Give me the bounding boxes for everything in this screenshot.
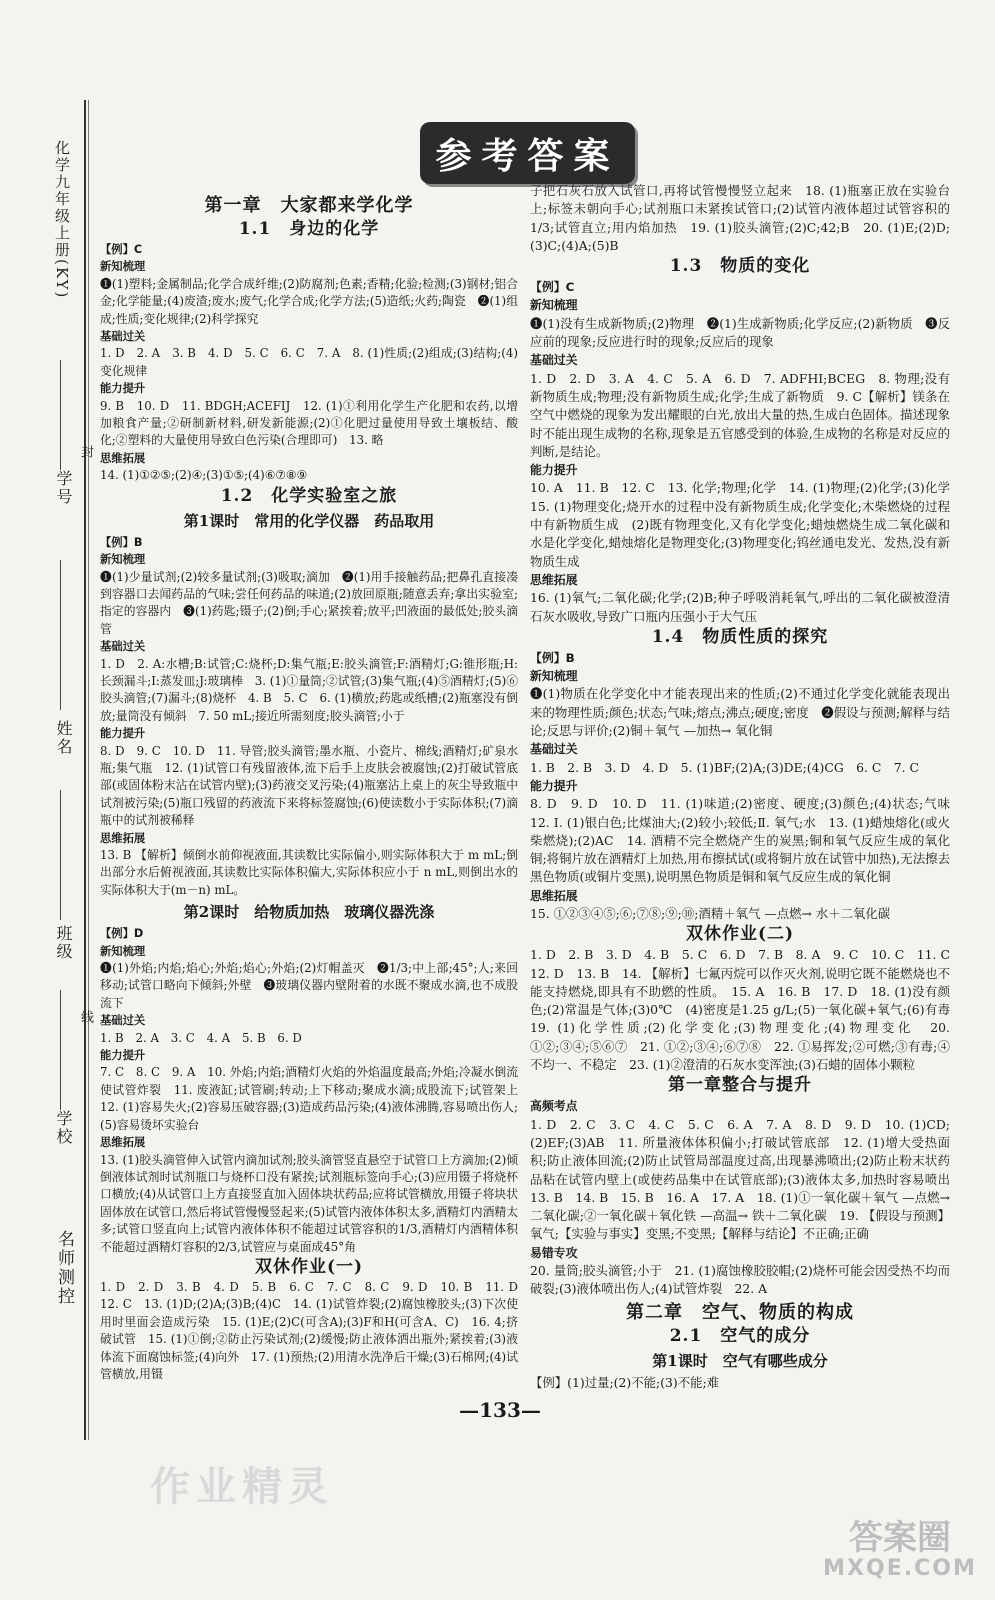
answer-paragraph: 1. D 2. D 3. A 4. C 5. A 6. D 7. ADFHI;BCEG 8. 物理;没有新物质生成;物理;没有新物质生成;化学;生成了新物质 9. C【解析】镁条在空气中燃烧的现象为发出耀眼的白光,放出大量的热,生成白色固体。描述现象时不能出现生成物的名称,现象是五官感受到的体验,生成物的名称是对反应的判断,是结论。 xyxy=(530,370,950,459)
name-label: 姓名 xyxy=(54,720,73,756)
section-label: 能力提升 xyxy=(530,778,578,793)
section-title: 双休作业(一) xyxy=(254,1256,364,1277)
section-label: 基础过关 xyxy=(530,742,578,757)
section-label: 【例】B xyxy=(530,650,575,665)
answer-paragraph: 15. ①②③④⑤;⑥;⑦⑧;⑨;⑩;酒精＋氧气 —点燃→ 水＋二氧化碳 xyxy=(530,905,891,921)
lesson-title: 第1课时 常用的化学仪器 药品取用 xyxy=(183,511,435,530)
section-label: 【例】D xyxy=(100,927,144,941)
stamp-url: MXQE.COM xyxy=(823,1556,977,1581)
seal-mark: 封 xyxy=(78,445,93,460)
school-label: 学校 xyxy=(54,1110,73,1146)
answer-paragraph: 1. B 2. B 3. D 4. D 5. (1)BF;(2)A;(3)DE;(4)CG 6. C 7. C xyxy=(530,759,920,775)
section-label: 基础过关 xyxy=(100,330,146,344)
answer-paragraph: 子把石灰石放入试管口,再将试管慢慢竖立起来 18. (1)瓶塞正放在实验台上;标签未朝向手心;试剂瓶口未紧挨试管口;(2)试管内液体超过试管容积的1/3;试管直立;用内焰加热 19. (1)胶头滴管;(2)C;42;B 20. (1)E;(2)D;(3)C;(4)A;(5)B xyxy=(530,183,950,253)
school-line xyxy=(60,990,61,1110)
line-mark: 线 xyxy=(78,1010,93,1025)
section-label: 思维拓展 xyxy=(100,831,146,845)
margin-rule-inner xyxy=(88,100,89,1440)
section-label: 新知梳理 xyxy=(530,669,578,684)
answer-paragraph: ❶(1)外焰;内焰;焰心;外焰;焰心;外焰;(2)灯帽盖灭 ❷1/3;中上部;45°;人;来回移动;试管口略向下倾斜;外壁 ❸玻璃仪器内壁附着的水既不聚成水滴,也不成股流下 xyxy=(100,961,518,1010)
section-label: 新知梳理 xyxy=(100,553,146,567)
answer-paragraph: 1. D 2. A 3. B 4. D 5. C 6. C 7. A 8. (1)性质;(2)组成;(3)结构;(4)变化规律 xyxy=(100,346,518,378)
section-label: 新知梳理 xyxy=(100,944,146,958)
class-label: 班级 xyxy=(54,925,73,961)
section-label: 【例】C xyxy=(530,280,575,295)
answer-paragraph: 14. (1)①②⑤;(2)④;(3)①⑤;(4)⑥⑦⑧⑨ xyxy=(100,468,308,483)
answer-paragraph: ❶(1)没有生成新物质;(2)物理 ❷(1)生成新物质;化学反应;(2)新物质 ❸反应前的现象;反应进行时的现象;反应后的现象 xyxy=(530,315,950,350)
name-line xyxy=(60,560,61,710)
section-label: 能力提升 xyxy=(530,463,578,478)
answer-paragraph: 9. B 10. D 11. BDGH;ACEFIJ 12. (1)①利用化学生产化肥和农药,以增加粮食产量;②研制新材料,研发新能源;(2)①化肥过量使用导致土壤板结、酸化;②塑料的大量使用导致白色污染(合理即可) 13. 略 xyxy=(100,398,518,448)
section-label: 【例】C xyxy=(100,243,143,256)
lesson-title: 第2课时 给物质加热 玻璃仪器洗涤 xyxy=(183,903,435,922)
section-title: 1.2 化学实验室之旅 xyxy=(220,485,398,506)
section-label: 能力提升 xyxy=(100,1049,146,1063)
section-label: 思维拓展 xyxy=(100,451,146,465)
answer-paragraph: 10. A 11. B 12. C 13. 化学;物理;化学 14. (1)物理;(2)化学;(3)化学 15. (1)物理变化;烧开水的过程中没有新物质生成;化学变化;木柴燃烧的过程中有新物质生成 (2)既有物理变化,又有化学变化;蜡烛燃烧生成二氧化碳和水是化学变化,蜡烛熔化是物理变化;(3)物理变化;钨丝通电发光、发热,没有新物质生成 xyxy=(530,480,963,569)
section-label: 新知梳理 xyxy=(530,298,578,313)
class-line xyxy=(60,790,61,920)
section-title: 1.1 身边的化学 xyxy=(238,219,380,239)
page-number: —133— xyxy=(459,1398,541,1422)
answer-paragraph: 1. D 2. D 3. B 4. D 5. B 6. C 7. C 8. C 9. D 10. B 11. D 12. C 13. (1)D;(2)A;(3)B;(4)C 14. (1)试管炸裂;(2)腐蚀橡胶头;(3)下次使用时里面会造成污染 15. (1)E;(2)C(可含A);(3)F和H(可含A、C) 16. 4;挤破试管 15. (1)①倒;②防止污染试剂;(2)缓慢;防止液体洒出瓶外;紧挨着;(3)液体流下面腐蚀标签;(4)向外 17. (1)预热;(2)用清水洗净后干燥;(3)石棉网;(4)试管横放,用镊 xyxy=(100,1279,530,1381)
section-label: 易错专攻 xyxy=(530,1245,578,1260)
answer-paragraph: 1. D 2. B 3. D 4. B 5. C 6. D 7. B 8. A 9. C 10. C 11. C 12. D 13. B 14. 【解析】七氟丙烷可以作灭火剂,说明它既不能燃烧也不能支持燃烧,即具有不助燃的性质。 15. A 16. B 17. D 18. (1)没有颜色;(2)常温是气体;(3)0℃ (4)密度是1.25 g/L;(5)一氧化碳+氧气;(6)有毒 19. (1)化学性质;(2)化学变化;(3)物理变化;(4)物理变化 20. ①②;③④;⑤⑥⑦ 21. ①②;③④;⑥⑦⑧ 22. ①易挥发;②可燃;③有毒;④不均一、不稳定 23. (1)②澄清的石灰水变浑浊;(3)石蜡的固体小颗粒 xyxy=(530,947,963,1073)
stamp-main: 答案圈 xyxy=(849,1518,951,1558)
section-label: 思维拓展 xyxy=(530,572,578,587)
answer-paragraph: 20. 量筒;胶头滴管;小于 21. (1)腐蚀橡胶胶帽;(2)烧杯可能会因受热不均而破裂;(3)液体喷出伤人;(4)试管炸裂 22. A xyxy=(530,1263,950,1297)
section-label: 基础过关 xyxy=(100,640,146,654)
section-title: 1.4 物质性质的探究 xyxy=(651,626,829,647)
answer-paragraph: 1. D 2. A:水槽;B:试管;C:烧杯;D:集气瓶;E:胶头滴管;F:酒精灯;G:锥形瓶;H:长颈漏斗;I:蒸发皿;J:玻璃棒 3. (1)①量筒;②试管;(3)集气瓶;(4)⑤酒精灯;(5)⑥胶头滴管;(7)漏斗;(8)烧杯 4. B 5. C 6. (1)横放;药匙或纸槽;(2)瓶塞没有倒放;量筒没有倾斜 7. 50 mL;接近所需刻度;胶头滴管;小于 xyxy=(100,656,518,723)
left-column xyxy=(100,192,530,1383)
watermark-text: 作业精灵 xyxy=(150,1463,334,1510)
site-stamp xyxy=(820,1520,980,1590)
answer-paragraph: 7. C 8. C 9. A 10. 外焰;内焰;酒精灯火焰的外焰温度最高;外焰;冷凝水倒流使试管炸裂 11. 废液缸;试管刷;转动;上下移动;聚成水滴;成股流下;试管架上 12. (1)容易失火;(2)容易压破容器;(3)造成药品污染;(4)液体沸腾,容易喷出伤人;(5)容易烫坏实验台 xyxy=(100,1065,530,1132)
answer-paragraph: ❶(1)少量试剂;(2)较多量试剂;(3)吸取;滴加 ❷(1)用手接触药品;把鼻孔直接凑到容器口去闻药品的气味;尝任何药品的味道;(2)放回原瓶;随意丢弃;拿出实验室;指定的容器内 ❸(1)药匙;镊子;(2)倒;手心;紧挨着;放平;凹液面的最低处;胶头滴管 xyxy=(100,569,518,636)
right-column xyxy=(530,182,963,1392)
section-title: 第一章整合与提升 xyxy=(668,1075,812,1096)
section-label: 【例】B xyxy=(100,535,143,549)
binding-margin xyxy=(0,0,92,1600)
subject-label: 化学九年级上册(KY) xyxy=(53,140,71,300)
chapter-title: 第二章 空气、物质的构成 xyxy=(626,1301,854,1323)
margin-rule xyxy=(84,100,86,1440)
answer-paragraph: 【例】(1)过量;(2)不能;(3)不能;难 xyxy=(530,1374,720,1390)
answer-paragraph: ❶(1)塑料;金属制品;化学合成纤维;(2)防腐剂;色素;香精;化验;检测;(3)钢材;铝合金;化学能量;(4)废渣;废水;废气;化学合成;化学方法;(5)造纸;火药;陶瓷 ❷(1)组成;性质;变化规律;(2)科学探究 xyxy=(100,276,518,326)
section-label: 高频考点 xyxy=(530,1099,578,1114)
section-title: 1.3 物质的变化 xyxy=(669,256,811,277)
student-id-line xyxy=(60,360,61,470)
section-label: 基础过关 xyxy=(100,1014,146,1028)
section-title: 双休作业(二) xyxy=(685,924,795,945)
lesson-title: 第1课时 空气有哪些成分 xyxy=(652,1351,828,1370)
answer-banner: 参考答案 xyxy=(420,122,635,184)
section-label: 基础过关 xyxy=(530,353,578,368)
answer-paragraph: 13. (1)胶头滴管伸入试管内滴加试剂;胶头滴管竖直悬空于试管口上方滴加;(2)倾倒液体试剂时试剂瓶口与烧杯口没有紧挨;试剂瓶标签向手心;(3)应用镊子将烧杯口横放;(4)从试管口上方直接竖直加入固体块状药品;应将试管横放,用镊子将块状固体放在试管口,然后将试管慢慢竖起来;(5)试管内液体体积太多,酒精灯内酒精太多;试管口竖直向上;试管内液体体积不能超过试管容积的1/3,酒精灯内酒精体积不能超过酒精灯容积的2/3,试管应与桌面成45°角 xyxy=(100,1152,518,1254)
section-label: 能力提升 xyxy=(100,727,146,741)
section-title: 2.1 空气的成分 xyxy=(669,1325,811,1346)
answer-paragraph: 13. B 【解析】倾倒水前仰视液面,其读数比实际偏小,则实际体积大于 m mL;倒出部分水后俯视液面,其读数比实际体积偏大,实际体积应小于 n mL,则倒出水的实际体积大于(m－n) mL。 xyxy=(100,848,518,897)
chapter-title: 第一章 大家都来学化学 xyxy=(204,195,414,216)
section-label: 新知梳理 xyxy=(100,260,146,274)
section-label: 能力提升 xyxy=(100,382,146,396)
answer-paragraph: 16. (1)氧气;二氧化碳;化学;(2)B;种子呼吸消耗氧气,呼出的二氧化碳被澄清石灰水吸收,导致广口瓶内压强小于大气压 xyxy=(530,590,950,624)
answer-paragraph: 1. B 2. A 3. C 4. A 5. B 6. D xyxy=(100,1030,302,1045)
answer-paragraph: 8. D 9. D 10. D 11. (1)味道;(2)密度、硬度;(3)颜色;(4)状态;气味 12. Ⅰ. (1)银白色;比煤油大;(2)较小;较低;Ⅱ. 氧气;水 13. (1)蜡烛熔化(或火柴燃烧);(2)AC 14. 酒精不完全燃烧产生的炭黑;铜和氧气反应生成的氧化铜;将铜片放在酒精灯上加热,用布擦拭试(或将铜片放在试管中加热),无法擦去黑色物质(或铜片变黑),说明黑色物质是铜和氧气反应生成的氧化铜 xyxy=(530,796,963,885)
answer-paragraph: 1. D 2. C 3. C 4. C 5. C 6. A 7. A 8. D 9. D 10. (1)CD;(2)EF;(3)AB 11. 所量液体体积偏小;打破试管底部 12. (1)增大受热面积;防止液体回流;(2)防止试管局部温度过高,出现暴沸喷出;(2)防止粉末状药品粘在试管内壁上(或使药品集中在试管底部);(3)液体太多,加热时容易喷出 13. B 14. B 15. B 16. A 17. A 18. (1)①一氧化碳＋氧气 —点燃→ 二氧化碳;②一氧化碳＋氧化铁 —高温→ 铁＋二氧化碳 19. 【假设与预测】氧气;【实验与事实】变黑;不变黑;【解释与结论】不正确;正确 xyxy=(530,1116,963,1242)
answer-paragraph: 8. D 9. C 10. D 11. 导管;胶头滴管;墨水瓶、小瓷片、棉线;酒精灯;矿泉水瓶;集气瓶 12. (1)试管口有残留液体,流下后手上皮肤会被腐蚀;(2)打破试管底部(或固体粉末沾在试管内壁);(3)药液交叉污染;(4)瓶塞沾上桌上的灰尘导致瓶中试剂被污染;(5)瓶口残留的药液流下来将标签腐蚀;(6)使读数小于实际体积;(7)滴瓶中的试剂被稀释 xyxy=(100,743,518,828)
section-label: 思维拓展 xyxy=(530,888,578,903)
brand-label: 名师测控 xyxy=(54,1230,74,1306)
answer-paragraph: ❶(1)物质在化学变化中才能表现出来的性质;(2)不通过化学变化就能表现出来的物理性质;颜色;状态;气味;熔点;沸点;硬度;密度 ❷假设与预测;解释与结论;反思与评价;(2)铜＋氧气 —加热→ 氧化铜 xyxy=(530,686,950,739)
student-id-label: 学号 xyxy=(54,470,73,506)
section-label: 思维拓展 xyxy=(100,1136,146,1150)
